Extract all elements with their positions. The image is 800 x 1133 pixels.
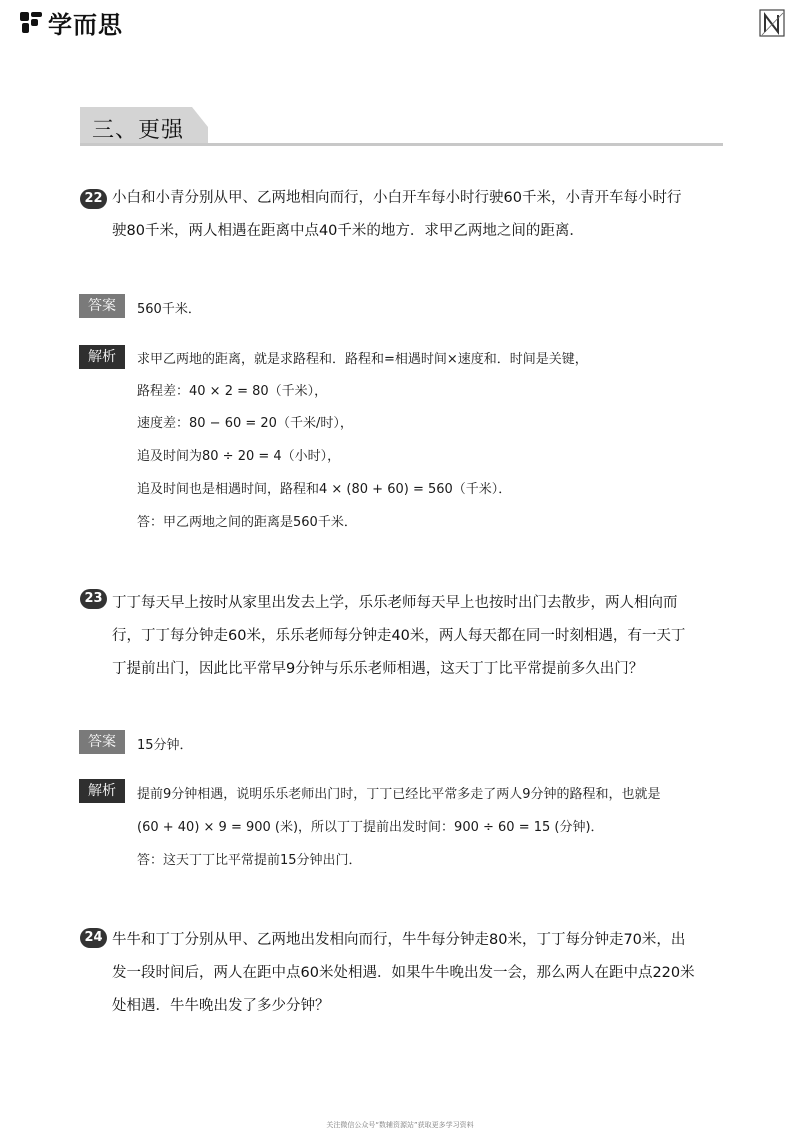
analysis-tag: 解析 bbox=[79, 345, 125, 369]
analysis-line: 答：甲乙两地之间的距离是560千米． bbox=[137, 515, 357, 530]
corner-logo-icon bbox=[758, 8, 786, 38]
section-header bbox=[80, 107, 723, 149]
question-number-badge: 23 bbox=[80, 589, 107, 609]
analysis-tag: 解析 bbox=[79, 779, 125, 803]
answer-text: 15分钟． bbox=[137, 738, 193, 753]
question-line: 牛牛和丁丁分别从甲、乙两地出发相向而行，牛牛每分钟走80米，丁丁每分钟走70米，出 bbox=[112, 932, 686, 948]
logo bbox=[18, 6, 123, 38]
analysis-line: 速度差：80 − 60 = 20（千米/时）， bbox=[137, 416, 353, 431]
question-line: 行，丁丁每分钟走60米，乐乐老师每分钟走40米，两人每天都在同一时刻相遇，有一天丁 bbox=[112, 628, 686, 644]
question-line: 丁丁每天早上按时从家里出发去上学，乐乐老师每天早上也按时出门去散步，两人相向而 bbox=[112, 595, 678, 611]
question-line: 丁提前出门，因此比平常早9分钟与乐乐老师相遇，这天丁丁比平常提前多久出门？ bbox=[112, 661, 644, 677]
question-line: 发一段时间后，两人在距中点60米处相遇．如果牛牛晚出发一会，那么两人在距中点220米 bbox=[112, 965, 695, 981]
answer-text: 560千米． bbox=[137, 302, 201, 317]
answer-tag: 答案 bbox=[79, 294, 125, 318]
analysis-line: 答：这天丁丁比平常提前15分钟出门． bbox=[137, 853, 362, 868]
analysis-line: 追及时间为80 ÷ 20 = 4（小时）， bbox=[137, 449, 341, 464]
question-text bbox=[112, 587, 712, 686]
question-line: 处相遇．牛牛晚出发了多少分钟？ bbox=[112, 998, 330, 1014]
question-line: 小白和小青分别从甲、乙两地相向而行，小白开车每小时行驶60千米，小青开车每小时行 bbox=[112, 190, 682, 206]
question-text bbox=[112, 182, 712, 248]
section-title: 三、更强 bbox=[92, 118, 185, 143]
analysis-line: 路程差：40 × 2 = 80（千米）， bbox=[137, 384, 328, 399]
logo-text: 学而思 bbox=[48, 10, 123, 39]
analysis-line: 求甲乙两地的距离，就是求路程和．路程和=相遇时间×速度和．时间是关键， bbox=[137, 352, 588, 367]
analysis-line: 提前9分钟相遇，说明乐乐老师出门时，丁丁已经比平常多走了两人9分钟的路程和，也就是 bbox=[137, 787, 661, 802]
analysis-line: (60 + 40) × 9 = 900 (米)，所以丁丁提前出发时间：900 ÷ 60 = 15 (分钟)． bbox=[137, 820, 604, 835]
question-line: 驶80千米，两人相遇在距离中点40千米的地方．求甲乙两地之间的距离． bbox=[112, 223, 584, 239]
answer-tag: 答案 bbox=[79, 730, 125, 754]
question-number-badge: 24 bbox=[80, 928, 107, 948]
footer-note: 关注微信公众号“数辅资源站”获取更多学习资料 bbox=[326, 1121, 474, 1129]
logo-mark-icon bbox=[18, 9, 44, 35]
question-text bbox=[112, 924, 712, 1023]
analysis-line: 追及时间也是相遇时间，路程和4 × (80 + 60) = 560（千米）． bbox=[137, 482, 512, 497]
question-number-badge: 22 bbox=[80, 189, 107, 209]
